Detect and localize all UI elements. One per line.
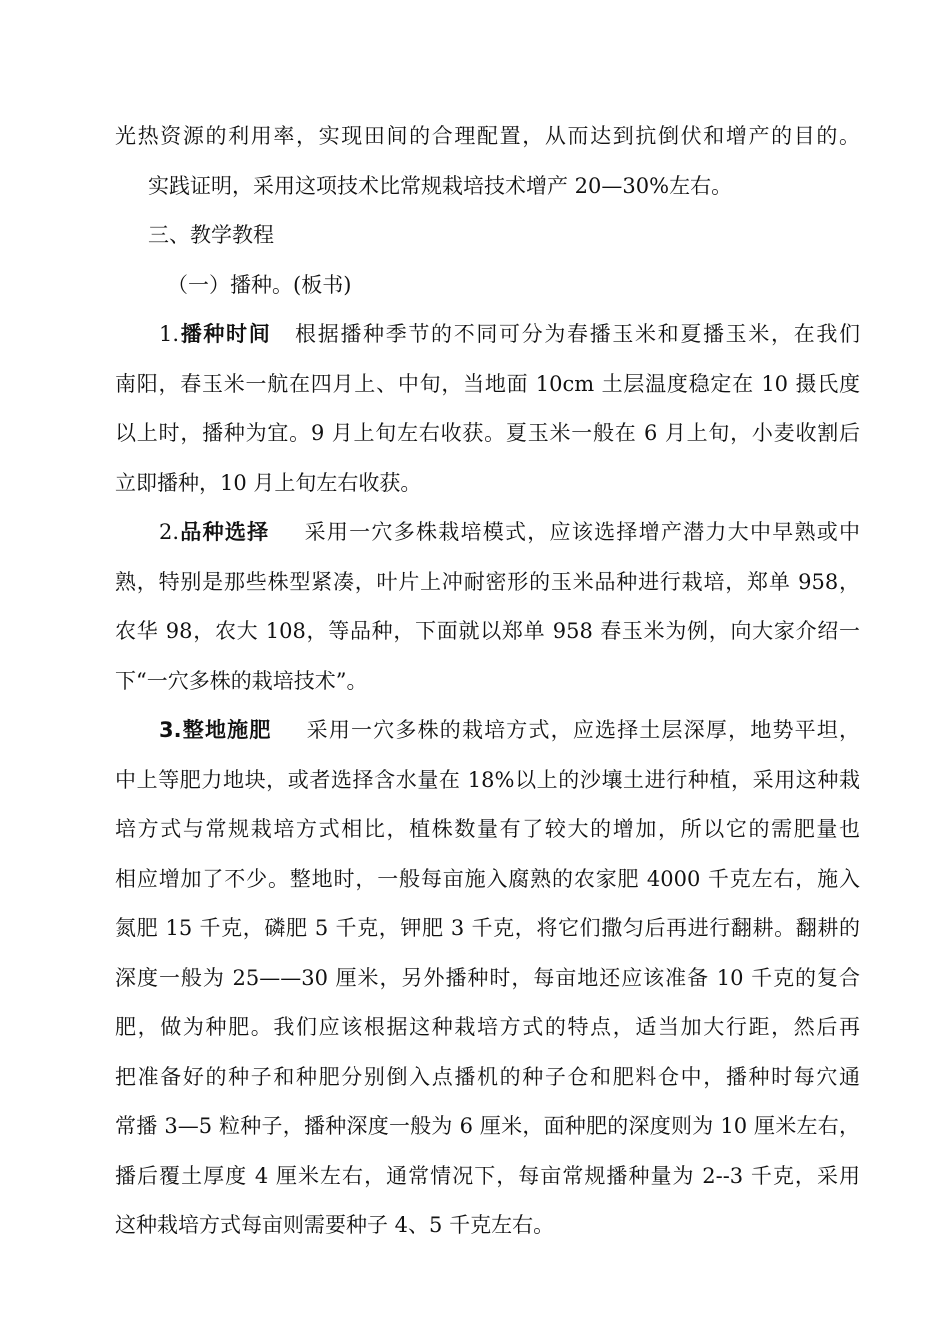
item-3-number: 3. (159, 718, 182, 742)
item-3-line-1: 采用一穴多株的栽培方式，应选择土层深厚，地势平坦， (305, 718, 860, 742)
item-2-number: 2. (159, 520, 180, 544)
item-3-line-9: 常播 3—5 粒种子，播种深度一般为 6 厘米，面种肥的深度则为 10 厘米左右， (115, 1114, 860, 1138)
item-1-line-1: 根据播种季节的不同可分为春播玉米和夏播玉米，在我们 (293, 322, 860, 346)
item-1-line-3: 以上时，播种为宜。9 月上旬左右收获。夏玉米一般在 6 月上旬，小麦收割后 (115, 421, 860, 445)
item-3-line-4: 相应增加了不少。整地时，一般每亩施入腐熟的农家肥 4000 千克左右，施入 (115, 866, 860, 891)
item-3-line-8: 把准备好的种子和种肥分别倒入点播机的种子仓和肥料仓中，播种时每穴通 (115, 1064, 860, 1089)
item-1-line-2: 南阳，春玉米一航在四月上、中旬，当地面 10cm 土层温度稳定在 10 摄氏度 (115, 371, 860, 396)
item-2-line-2: 熟，特别是那些株型紧凑，叶片上冲耐密形的玉米品种进行栽培，郑单 958， (115, 569, 860, 594)
item-3-line-5: 氮肥 15 千克，磷肥 5 千克，钾肥 3 千克，将它们撒匀后再进行翻耕。翻耕的 (115, 916, 860, 940)
item-1-number: 1. (159, 322, 180, 346)
item-3-first-line (115, 706, 860, 756)
item-2-title: 品种选择 (179, 520, 270, 544)
item-3-line-2: 中上等肥力地块，或者选择含水量在 18%以上的沙壤土进行种植，采用这种栽 (115, 767, 860, 792)
item-3-line-6: 深度一般为 25——30 厘米，另外播种时，每亩地还应该准备 10 千克的复合 (115, 965, 860, 990)
item-2-line-3: 农华 98，农大 108，等品种，下面就以郑单 958 春玉米为例，向大家介绍一 (115, 619, 860, 643)
item-3-line-7: 肥，做为种肥。我们应该根据这种栽培方式的特点，适当加大行距，然后再 (115, 1015, 860, 1039)
item-2-first-line (115, 508, 860, 558)
item-1-title: 播种时间 (179, 322, 272, 346)
section-heading: 三、教学教程 (148, 223, 274, 247)
sub-heading: （一）播种。(板书) (167, 272, 352, 297)
item-3-line-10: 播后覆土厚度 4 厘米左右，通常情况下，每亩常规播种量为 2--3 千克，采用 (115, 1163, 860, 1188)
item-3-title: 整地施肥 (181, 718, 272, 742)
item-3-line-3: 培方式与常规栽培方式相比，植株数量有了较大的增加，所以它的需肥量也 (115, 817, 860, 841)
intro-line-2: 实践证明，采用这项技术比常规栽培技术增产 20—30%左右。 (148, 173, 733, 198)
item-1-line-4: 立即播种，10 月上旬左右收获。 (115, 470, 422, 495)
document-page (115, 112, 860, 1251)
item-3-line-11: 这种栽培方式每亩则需要种子 4、5 千克左右。 (115, 1213, 555, 1237)
item-2-line-4: 下“一穴多株的栽培技术”。 (115, 668, 368, 693)
item-2-line-1: 采用一穴多株栽培模式，应该选择增产潜力大中早熟或中 (303, 520, 860, 544)
intro-line-1: 光热资源的利用率，实现田间的合理配置，从而达到抗倒伏和增产的目的。 (115, 124, 860, 148)
item-1-first-line (115, 310, 860, 360)
